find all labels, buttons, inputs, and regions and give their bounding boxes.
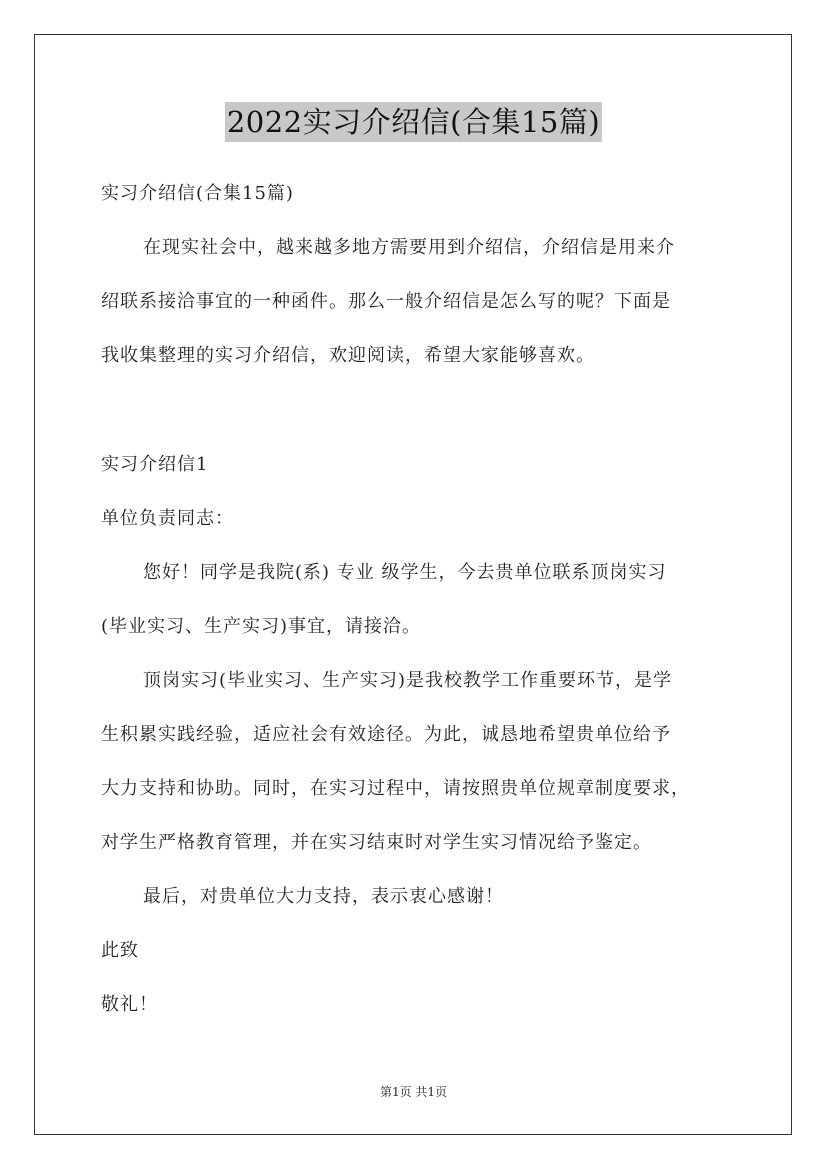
paragraph-line: 最后，对贵单位大力支持，表示衷心感谢！ <box>143 886 504 907</box>
paragraph-line: 大力支持和协助。同时，在实习过程中，请按照贵单位规章制度要求， <box>101 778 690 799</box>
document-title: 2022实习介绍信(合集15篇) <box>225 102 602 142</box>
intro-line: 我收集整理的实习介绍信，欢迎阅读，希望大家能够喜欢。 <box>101 345 595 366</box>
intro-line: 在现实社会中，越来越多地方需要用到介绍信，介绍信是用来介 <box>143 237 675 258</box>
intro-line: 绍联系接洽事宜的一种函件。那么一般介绍信是怎么写的呢？下面是 <box>101 291 671 312</box>
closing-line: 敬礼！ <box>101 994 158 1015</box>
paragraph-line: 您好！同学是我院(系) 专业 级学生，今去贵单位联系顶岗实习 <box>143 562 667 583</box>
paragraph-line: (毕业实习、生产实习)事宜，请接洽。 <box>101 616 422 637</box>
letter-heading: 实习介绍信1 <box>101 454 209 475</box>
paragraph-line: 生积累实践经验，适应社会有效途径。为此，诚恳地希望贵单位给予 <box>101 724 671 745</box>
title-container <box>0 102 827 142</box>
subtitle: 实习介绍信(合集15篇) <box>101 183 294 204</box>
paragraph-line: 顶岗实习(毕业实习、生产实习)是我校教学工作重要环节，是学 <box>143 670 673 691</box>
closing-line: 此致 <box>101 940 139 961</box>
paragraph-line: 对学生严格教育管理，并在实习结束时对学生实习情况给予鉴定。 <box>101 832 652 853</box>
page-number: 第1页 共1页 <box>379 1085 448 1099</box>
salutation: 单位负责同志： <box>101 508 234 529</box>
